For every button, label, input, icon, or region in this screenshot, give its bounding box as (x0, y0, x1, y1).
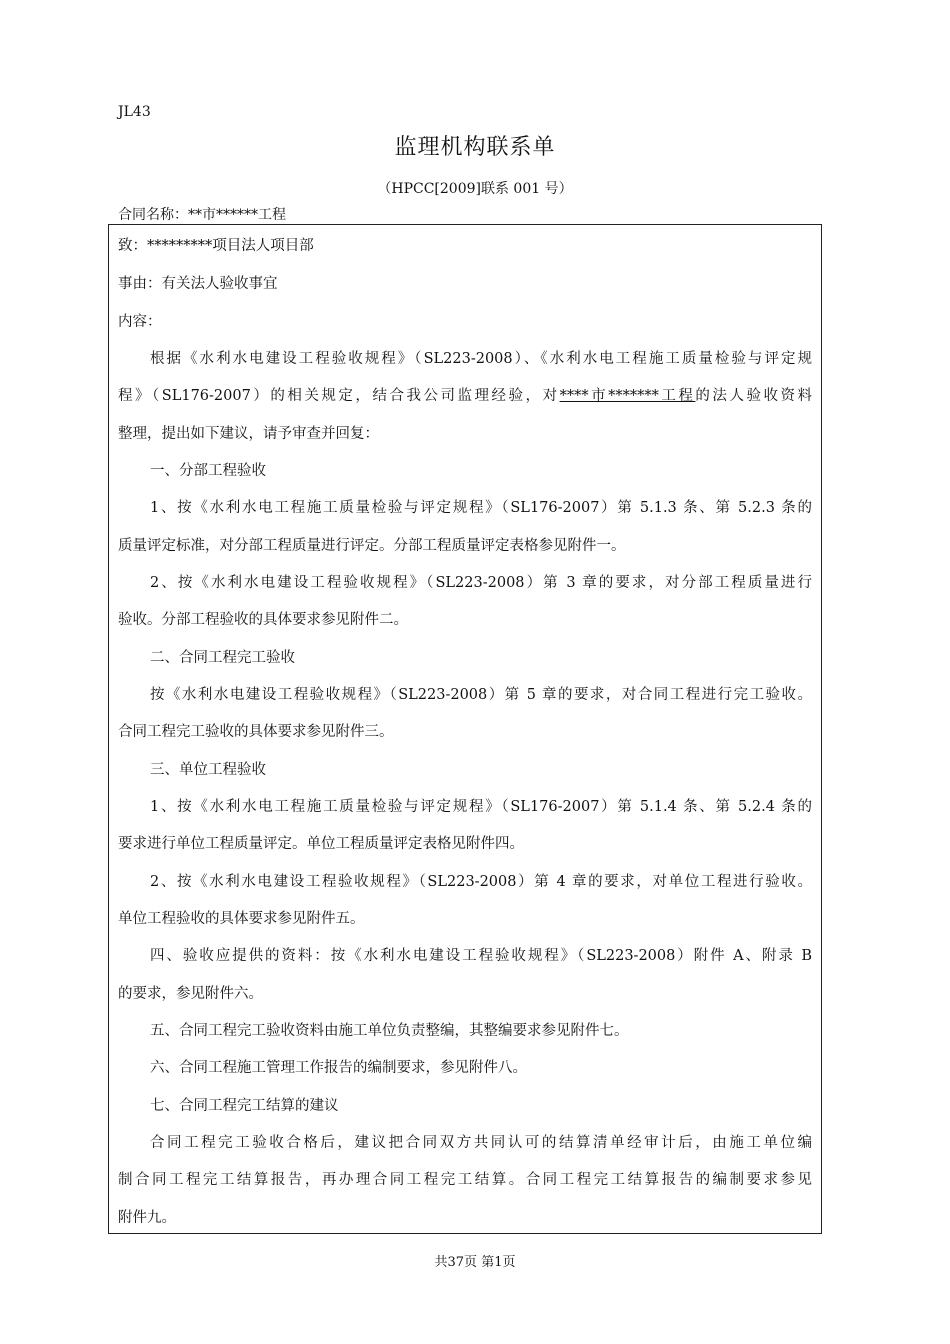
section-heading: 一、分部工程验收 (150, 463, 266, 479)
section-heading: 五、合同工程完工验收资料由施工单位负责整编，其整编要求参见附件七。 (150, 1023, 629, 1039)
paragraph-line: 的要求，参见附件六。 (118, 986, 263, 1002)
section-heading: 六、合同工程施工管理工作报告的编制要求，参见附件八。 (150, 1060, 527, 1076)
paragraph-text: 程》（SL176-2007）的相关规定，结合我公司监理经验，对 (118, 388, 560, 404)
paragraph-line: 1、按《水利水电工程施工质量检验与评定规程》（SL176-2007）第 5.1.3 条、第 5.2.3 条的 (150, 500, 812, 516)
paragraph-line: 合同工程完工验收合格后，建议把合同双方共同认可的结算清单经审计后，由施工单位编 (150, 1135, 812, 1151)
paragraph-line: 单位工程验收的具体要求参见附件五。 (118, 911, 365, 927)
paragraph-line: 质量评定标准，对分部工程质量进行评定。分部工程质量评定表格参见附件一。 (118, 538, 626, 554)
page-number: 共37页 第1页 (434, 1255, 516, 1270)
paragraph-line: 根据《水利水电建设工程验收规程》（SL223-2008）、《水利水电工程施工质量检验与评定规 (150, 351, 812, 367)
paragraph-text: 的法人验收资料 (695, 388, 813, 404)
content-label: 内容： (118, 314, 162, 330)
paragraph-line: 合同工程完工验收的具体要求参见附件三。 (118, 724, 394, 740)
paragraph-line: 按《水利水电建设工程验收规程》（SL223-2008）第 5 章的要求，对合同工程进行完工验收。 (150, 687, 812, 703)
recipient: 致：*********项目法人项目部 (118, 238, 314, 254)
paragraph-line: 1、按《水利水电工程施工质量检验与评定规程》（SL176-2007）第 5.1.4 条、第 5.2.4 条的 (150, 799, 812, 815)
paragraph-line: 2、按《水利水电建设工程验收规程》（SL223-2008）第 4 章的要求，对单位工程进行验收。 (150, 874, 812, 890)
paragraph-line: 制合同工程完工结算报告，再办理合同工程完工结算。合同工程完工结算报告的编制要求参见 (118, 1172, 812, 1188)
paragraph-line: 2、按《水利水电建设工程验收规程》（SL223-2008）第 3 章的要求，对分部工程质量进行 (150, 575, 812, 591)
section-heading: 三、单位工程验收 (150, 762, 266, 778)
document-number: （HPCC[2009]联系 001 号） (377, 181, 573, 197)
contract-name: 合同名称：**市******工程 (118, 207, 286, 223)
subject: 事由：有关法人验收事宜 (118, 276, 278, 292)
paragraph-line (118, 384, 812, 405)
paragraph-line: 要求进行单位工程质量评定。单位工程质量评定表格见附件四。 (118, 836, 524, 852)
paragraph-line: 整理，提出如下建议，请予审查并回复： (118, 426, 379, 442)
section-heading: 七、合同工程完工结算的建议 (150, 1098, 339, 1114)
paragraph-line: 验收。分部工程验收的具体要求参见附件二。 (118, 612, 408, 628)
project-name-underlined: ****市*******工程 (559, 388, 696, 404)
section-heading: 四、验收应提供的资料：按《水利水电建设工程验收规程》（SL223-2008）附件 A、附录 B (150, 948, 812, 964)
paragraph-line: 附件九。 (118, 1210, 176, 1226)
form-code: JL43 (118, 104, 151, 120)
page-title: 监理机构联系单 (394, 135, 556, 160)
section-heading: 二、合同工程完工验收 (150, 650, 295, 666)
